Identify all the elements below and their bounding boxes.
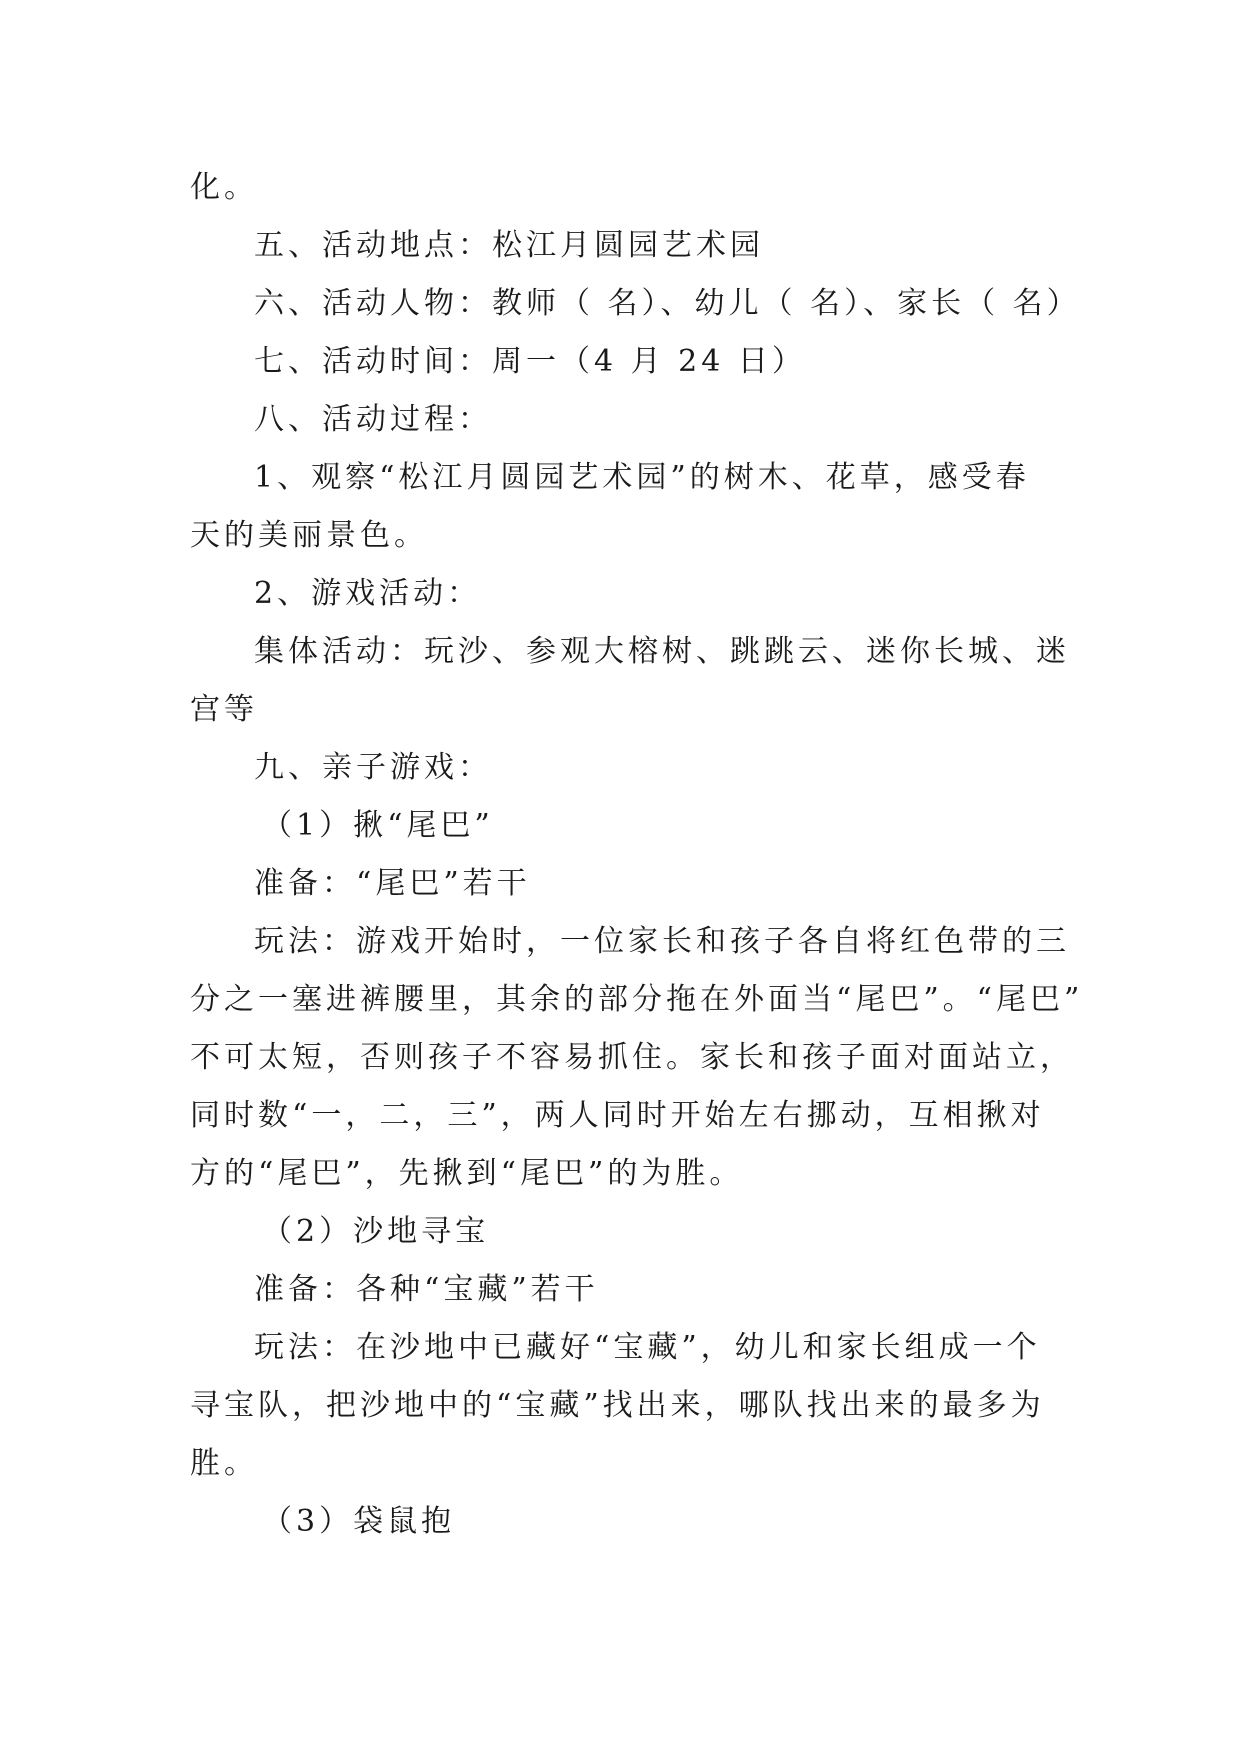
section-heading-location: 五、活动地点：松江月圆园艺术园: [254, 228, 764, 263]
paragraph-line: 天的美丽景色。: [190, 518, 428, 553]
paragraph-line: 不可太短，否则孩子不容易抓住。家长和孩子面对面站立，: [190, 1040, 1074, 1075]
paragraph-line: 寻宝队，把沙地中的“宝藏”找出来，哪队找出来的最多为: [190, 1388, 1045, 1423]
paragraph-line: 方的“尾巴”，先揪到“尾巴”的为胜。: [190, 1156, 744, 1191]
paragraph-line: 准备：各种“宝藏”若干: [254, 1272, 599, 1307]
game-title: （1）揪“尾巴”: [262, 808, 494, 843]
paragraph-line: 胜。: [190, 1446, 258, 1481]
game-title: （2）沙地寻宝: [262, 1214, 490, 1249]
paragraph-line: 2、游戏活动：: [254, 576, 482, 611]
paragraph-line: 分之一塞进裤腰里，其余的部分拖在外面当“尾巴”。“尾巴”: [190, 982, 1084, 1017]
section-heading-participants: 六、活动人物：教师（ 名）、幼儿（ 名）、家长（ 名）: [254, 286, 1081, 321]
section-heading-time: 七、活动时间：周一（4 月 24 日）: [254, 344, 806, 379]
paragraph-line: 玩法：游戏开始时，一位家长和孩子各自将红色带的三: [254, 924, 1070, 959]
text-line: 化。: [190, 170, 258, 205]
paragraph-line: 准备：“尾巴”若干: [254, 866, 531, 901]
section-heading-process: 八、活动过程：: [254, 402, 492, 437]
paragraph-line: 玩法：在沙地中已藏好“宝藏”，幼儿和家长组成一个: [254, 1330, 1041, 1365]
paragraph-line: 集体活动：玩沙、参观大榕树、跳跳云、迷你长城、迷: [254, 634, 1070, 669]
section-heading-games: 九、亲子游戏：: [254, 750, 492, 785]
paragraph-line: 同时数“一，二，三”，两人同时开始左右挪动，互相揪对: [190, 1098, 1045, 1133]
game-title: （3）袋鼠抱: [262, 1504, 456, 1539]
paragraph-line: 1、观察“松江月圆园艺术园”的树木、花草，感受春: [254, 460, 1030, 495]
paragraph-line: 宫等: [190, 692, 258, 727]
